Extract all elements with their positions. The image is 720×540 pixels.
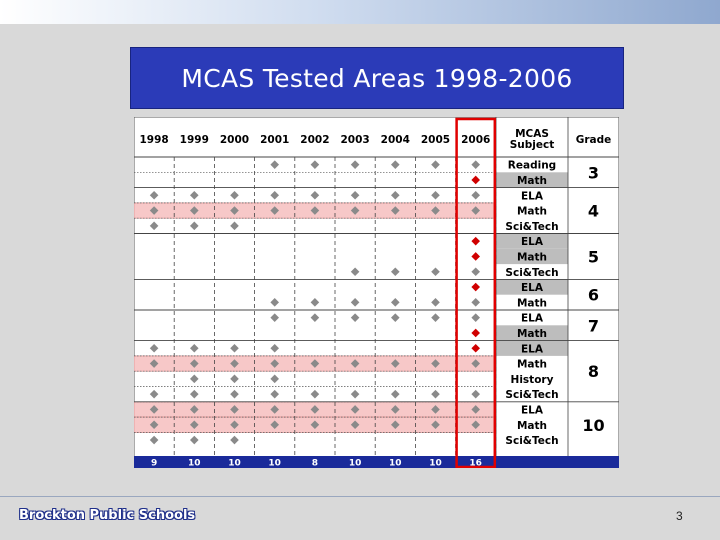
subject-header-line2: Subject bbox=[509, 139, 555, 151]
total-count: 10 bbox=[268, 458, 281, 468]
subject-label: Sci&Tech bbox=[505, 266, 559, 279]
subject-label: Math bbox=[516, 205, 548, 218]
total-count: 10 bbox=[389, 458, 402, 468]
grade-label: 4 bbox=[587, 201, 600, 221]
grade-label: 7 bbox=[587, 316, 600, 336]
subject-label: Math bbox=[516, 251, 548, 264]
mcas-table bbox=[134, 117, 619, 468]
total-count: 10 bbox=[228, 458, 241, 468]
subject-label: ELA bbox=[521, 343, 543, 356]
year-header-2000: 2000 bbox=[219, 134, 250, 146]
subject-label: ELA bbox=[521, 236, 543, 249]
subject-label: Sci&Tech bbox=[505, 220, 559, 233]
grade-header: Grade bbox=[575, 134, 612, 146]
subject-label: ELA bbox=[521, 190, 543, 203]
total-count: 10 bbox=[348, 458, 362, 468]
subject-label: Math bbox=[516, 297, 548, 310]
footer-divider bbox=[0, 496, 720, 497]
total-count: 10 bbox=[188, 458, 201, 468]
subject-label: History bbox=[510, 373, 554, 386]
subject-label: Math bbox=[516, 358, 548, 371]
subject-label: Math bbox=[516, 327, 548, 340]
subject-label: ELA bbox=[521, 312, 543, 325]
subject-label: Math bbox=[516, 174, 548, 187]
page-number: 3 bbox=[676, 509, 683, 523]
title-box bbox=[130, 47, 624, 109]
grade-label: 10 bbox=[582, 415, 605, 435]
grade-label: 5 bbox=[587, 247, 600, 267]
subject-header-line1: MCAS bbox=[515, 128, 549, 140]
subject-label: ELA bbox=[521, 404, 543, 417]
year-header-1998: 1998 bbox=[139, 134, 169, 146]
grade-label: 6 bbox=[587, 285, 600, 305]
subject-label: Math bbox=[516, 419, 548, 432]
district-logo: Brockton Public Schools bbox=[19, 508, 196, 523]
year-header-2005: 2005 bbox=[420, 134, 451, 146]
subject-label: ELA bbox=[521, 282, 543, 295]
totals-footer bbox=[134, 456, 619, 468]
total-count: 10 bbox=[429, 458, 442, 468]
total-count: 9 bbox=[150, 458, 158, 468]
subject-label: Sci&Tech bbox=[505, 435, 559, 448]
total-count: 8 bbox=[311, 458, 319, 468]
mcas-table-svg bbox=[134, 117, 619, 468]
grade-label: 8 bbox=[587, 362, 600, 382]
top-banner bbox=[0, 0, 720, 24]
slide-title: MCAS Tested Areas 1998-2006 bbox=[181, 63, 573, 93]
year-header-2001: 2001 bbox=[260, 134, 290, 146]
subject-label: Sci&Tech bbox=[505, 389, 559, 402]
year-header-1999: 1999 bbox=[179, 134, 209, 146]
total-count: 16 bbox=[469, 458, 482, 468]
year-header-2006: 2006 bbox=[461, 134, 491, 146]
year-header-2004: 2004 bbox=[380, 134, 410, 146]
grade-label: 3 bbox=[587, 163, 600, 183]
year-header-2003: 2003 bbox=[340, 134, 370, 146]
subject-label: Reading bbox=[507, 159, 557, 172]
year-header-2002: 2002 bbox=[300, 134, 330, 146]
